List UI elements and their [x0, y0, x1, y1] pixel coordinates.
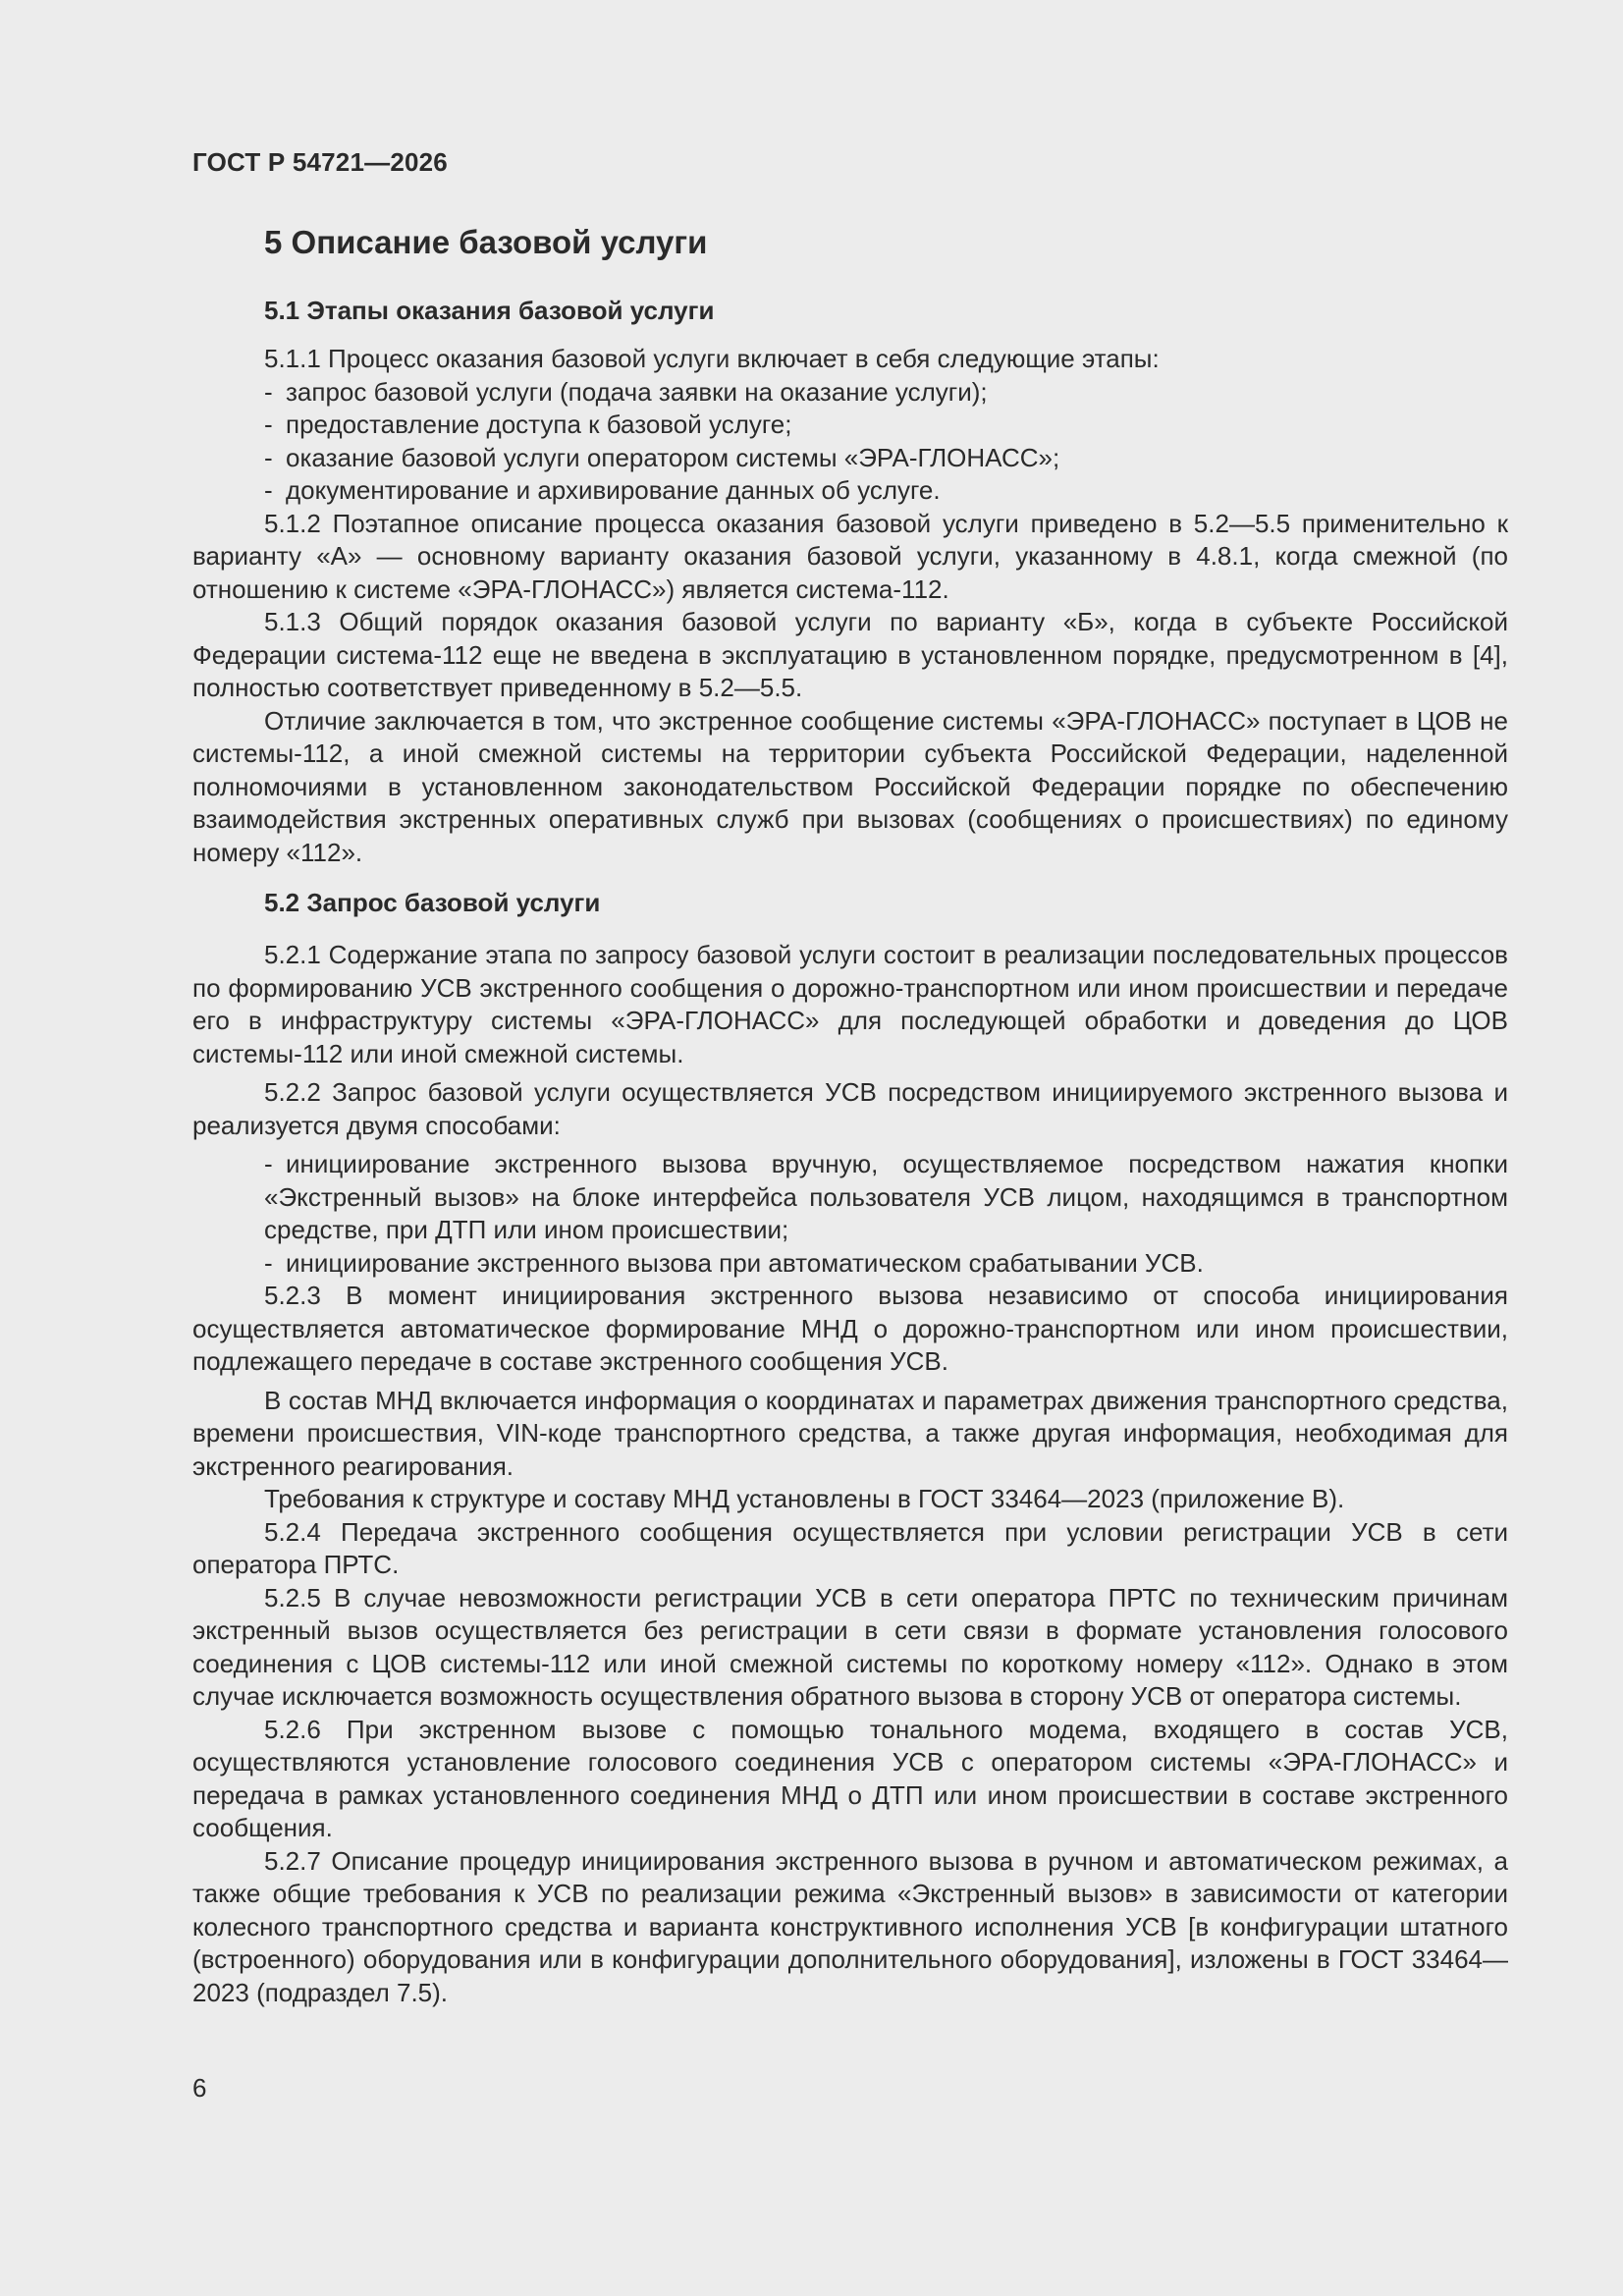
section-5-2-heading: 5.2 Запрос базовой услуги — [264, 888, 601, 917]
paragraph-5-2-3: 5.2.3 В момент инициирования экстренного вызова независимо от способа инициирования осуществляется автоматическое формирование МНД о дорожно-транспортном или ином происшествии, подлежащего передаче в составе экстренного сообщения УСВ. — [192, 1281, 1508, 1376]
paragraph-5-2-2: 5.2.2 Запрос базовой услуги осуществляется УСВ посредством инициируемого экстренного вызова и реализуется двумя способами: — [192, 1077, 1508, 1140]
list-item-text: документирование и архивирование данных об услуге. — [286, 475, 941, 505]
method-list-item — [192, 1247, 1508, 1281]
section-5-1-heading: 5.1 Этапы оказания базовой услуги — [264, 296, 715, 325]
stage-list-item — [192, 409, 1508, 442]
dash-marker: - — [264, 1149, 273, 1178]
list-item-text: предоставление доступа к базовой услуге; — [286, 410, 792, 439]
list-item-text: оказание базовой услуги оператором системы «ЭРА-ГЛОНАСС»; — [286, 442, 1060, 472]
paragraph-5-2-4: 5.2.4 Передача экстренного сообщения осуществляется при условии регистрации УСВ в сети оператора ПРТС. — [192, 1516, 1508, 1579]
dash-marker: - — [264, 475, 273, 505]
paragraph-5-2-6: 5.2.6 При экстренном вызове с помощью тонального модема, входящего в состав УСВ, осуществляются установление голосового соединения УСВ с оператором системы «ЭРА-ГЛОНАСС» и передача в рамках установленного соединения МНД о ДТП или ином происшествии в составе экстренного сообщения. — [192, 1714, 1508, 1842]
paragraph-5-1-2: 5.1.2 Поэтапное описание процесса оказания базовой услуги приведено в 5.2—5.5 применительно к варианту «А» — основному варианту оказания базовой услуги, указанному в 4.8.1, когда смежной (по отношению к системе «ЭРА-ГЛОНАСС») является система-112. — [192, 508, 1508, 604]
dash-marker: - — [264, 1247, 273, 1278]
list-item-text: инициирование экстренного вызова вручную, осуществляемое посредством нажатия кнопки «Экстренный вызов» на блоке интерфейса пользователя УСВ лицом, находящимся в транспортном средстве, при ДТП или ином происшествии; — [264, 1149, 1508, 1244]
page-content — [192, 223, 1508, 2009]
dash-marker: - — [264, 410, 273, 439]
paragraph-5-1-3-difference: Отличие заключается в том, что экстренное сообщение системы «ЭРА-ГЛОНАСС» поступает в ЦОВ не системы-112, а иной смежной системы на территории субъекта Российской Федерации, наделенной полномочиями в установленном законодательством Российской Федерации порядке по обеспечению взаимодействия экстренных оперативных служб при вызовах (сообщениях о происшествиях) по единому номеру «112». — [192, 705, 1508, 867]
section-5-heading: 5 Описание базовой услуги — [264, 224, 708, 260]
stage-list-item — [192, 376, 1508, 410]
paragraph-5-2-5: 5.2.5 В случае невозможности регистрации УСВ в сети оператора ПРТС по техническим причинам экстренный вызов осуществляется без регистрации в сети связи в формате установления голосового соединения с ЦОВ системы-112 или иной смежной системы по короткому номеру «112». Однако в этом случае исключается возможность осуществления обратного вызова в сторону УСВ от оператора системы. — [192, 1582, 1508, 1711]
paragraph-5-1-3: 5.1.3 Общий порядок оказания базовой услуги по варианту «Б», когда в субъекте Российской Федерации система-112 еще не введена в эксплуатацию в установленном порядке, предусмотренном в [4], полностью соответствует приведенному в 5.2—5.5. — [192, 607, 1508, 702]
dash-marker: - — [264, 442, 273, 472]
stage-list-item — [192, 442, 1508, 475]
document-code: ГОСТ Р 54721—2026 — [192, 147, 448, 177]
method-list-item — [192, 1148, 1508, 1247]
dash-marker: - — [264, 376, 273, 407]
paragraph-5-1-1: 5.1.1 Процесс оказания базовой услуги включает в себя следующие этапы: — [264, 344, 1160, 373]
list-item-text: запрос базовой услуги (подача заявки на оказание услуги); — [286, 376, 988, 407]
paragraph-5-2-3-mnd-content: В состав МНД включается информация о координатах и параметрах движения транспортного средства, времени происшествия, VIN-коде транспортного средства, а также другая информация, необходимая для экстренного реагирования. — [192, 1385, 1508, 1481]
paragraph-5-2-3-mnd-requirements: Требования к структуре и составу МНД установлены в ГОСТ 33464—2023 (приложение В). — [264, 1484, 1345, 1513]
list-item-text: инициирование экстренного вызова при автоматическом срабатывании УСВ. — [286, 1247, 1204, 1278]
page-number: 6 — [192, 2073, 207, 2103]
paragraph-5-2-1: 5.2.1 Содержание этапа по запросу базовой услуги состоит в реализации последовательных процессов по формированию УСВ экстренного сообщения о дорожно-транспортном или ином происшествии и передаче его в инфраструктуру системы «ЭРА-ГЛОНАСС» для последующей обработки и доведения до ЦОВ системы-112 или иной смежной системы. — [192, 940, 1508, 1068]
stage-list-item — [192, 474, 1508, 508]
paragraph-5-2-7: 5.2.7 Описание процедур инициирования экстренного вызова в ручном и автоматическом режимах, а также общие требования к УСВ по реализации режима «Экстренный вызов» в зависимости от категории колесного транспортного средства и варианта конструктивного исполнения УСВ [в конфигурации штатного (встроенного) оборудования или в конфигурации дополнительного оборудования], изложены в ГОСТ 33464—2023 (подраздел 7.5). — [192, 1845, 1508, 2007]
